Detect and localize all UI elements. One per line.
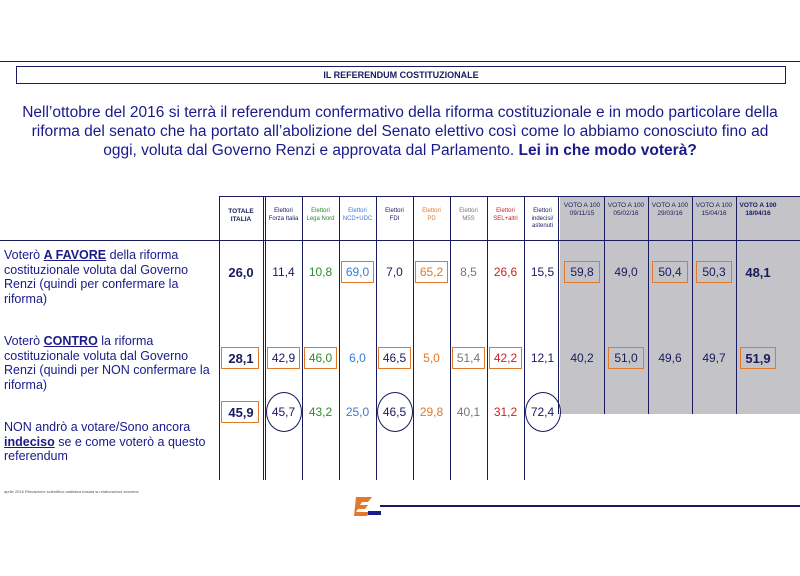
top-rule: [0, 61, 800, 62]
header-party: [376, 208, 413, 223]
header-party: [339, 208, 376, 223]
row-label: [4, 248, 214, 306]
header-voto-date: 15/04/16: [701, 210, 727, 217]
value-party: 29,8: [419, 405, 444, 419]
value-party: 43,2: [308, 405, 333, 419]
header-voto-date: 09/11/15: [569, 210, 595, 217]
highlight-box: [652, 261, 688, 283]
value-totale: 26,0: [228, 265, 254, 280]
header-voto-line1: VOTO A 100: [607, 202, 645, 209]
value-party: 51,4: [456, 351, 481, 365]
header-party-line2: PD: [427, 215, 436, 222]
header-party: [487, 208, 524, 223]
header-voto-date: 29/03/16: [657, 210, 683, 217]
row-rule: [219, 240, 800, 241]
header-voto-date: 18/04/16: [745, 210, 771, 217]
value-totale: 28,1: [228, 351, 254, 366]
question-text: [16, 103, 784, 160]
column-rule: [339, 196, 340, 480]
value-party: 15,5: [530, 265, 555, 279]
header-party-line1: Elettori: [311, 208, 330, 214]
highlight-box: [378, 347, 411, 369]
column-rule: [692, 196, 693, 414]
header-voto-date: 05/02/16: [613, 210, 639, 217]
header-party: [450, 208, 487, 223]
value-totale: 45,9: [228, 405, 254, 420]
value-party: 42,9: [271, 351, 296, 365]
header-voto: [648, 202, 692, 218]
row-rule: [0, 240, 219, 241]
column-rule: [736, 196, 737, 414]
value-party: 12,1: [530, 351, 555, 365]
value-voto: 51,9: [745, 351, 771, 366]
value-party: 10,8: [308, 265, 333, 279]
row-rule: [219, 196, 800, 197]
highlight-box: [221, 401, 259, 423]
bottom-rule: [380, 505, 800, 507]
value-voto: 49,7: [702, 351, 726, 365]
value-party: 25,0: [345, 405, 370, 419]
header-voto-line1: VOTO A 100: [563, 202, 601, 209]
value-voto: 50,3: [702, 265, 726, 279]
value-party: 46,0: [308, 351, 333, 365]
header-voto-line1: VOTO A 100: [651, 202, 689, 209]
value-party: 69,0: [345, 265, 370, 279]
header-voto: [736, 202, 780, 218]
value-party: 65,2: [419, 265, 444, 279]
row-label-prefix: NON andrò a votare/Sono ancora: [4, 420, 191, 434]
row-label-emphasis: CONTRO: [43, 334, 98, 348]
row-label: [4, 334, 214, 392]
row-label-prefix: Voterò: [4, 334, 44, 348]
header-party-line1: Elettori: [385, 208, 404, 214]
value-party: 5,0: [423, 351, 440, 365]
value-voto: 40,2: [570, 351, 594, 365]
header-party: [524, 208, 561, 231]
header-party-line1: Elettori: [533, 208, 552, 214]
column-rule: [265, 196, 266, 480]
question-bold: Lei in che modo voterà?: [518, 142, 697, 159]
header-voto-line1: VOTO A 100: [739, 202, 777, 209]
footnote: aprile 2016 Rilevazione scientifico-statistica basata su elaborazioni anonime: [4, 489, 139, 494]
value-voto: 49,6: [658, 351, 682, 365]
row-label-prefix: Voterò: [4, 248, 44, 262]
header-party-line2: Lega Nord: [306, 215, 335, 222]
header-party-line1: Elettori: [459, 208, 478, 214]
header-voto: [560, 202, 604, 218]
highlight-box: [696, 261, 732, 283]
column-rule: [648, 196, 649, 414]
section-title: IL REFERENDUM COSTITUZIONALE: [16, 66, 786, 84]
highlight-circle: [377, 392, 413, 432]
highlight-box: [740, 347, 776, 369]
highlight-box: [489, 347, 522, 369]
value-voto: 51,0: [614, 351, 638, 365]
row-label: [4, 420, 214, 464]
header-party-line2: indecisi/ astenuti: [531, 215, 554, 229]
header-totale: TOTALE ITALIA: [228, 208, 254, 223]
highlight-box: [415, 261, 448, 283]
value-party: 46,5: [382, 351, 407, 365]
highlight-circle: [525, 392, 561, 432]
value-party: 26,6: [493, 265, 518, 279]
header-voto: [692, 202, 736, 218]
header-party-line2: NCD+UDC: [342, 215, 373, 222]
highlight-box: [608, 347, 644, 369]
column-rule: [487, 196, 488, 480]
highlight-box: [341, 261, 374, 283]
highlight-box: [304, 347, 337, 369]
column-rule: [219, 196, 220, 480]
header-party: [265, 208, 302, 223]
row-label-suffix: la riforma costituzionale voluta dal Governo Renzi (quindi per NON confermare la riforma): [4, 334, 210, 392]
row-label-suffix: della riforma costituzionale voluta dal Governo Renzi (quindi per confermare la riforma): [4, 248, 189, 306]
value-party: 6,0: [349, 351, 366, 365]
column-rule: [263, 196, 264, 480]
header-party-line1: Elettori: [422, 208, 441, 214]
header-party-line2: FDI: [389, 215, 400, 222]
highlight-box: [452, 347, 485, 369]
row-label-emphasis: indeciso: [4, 434, 55, 449]
highlight-box: [267, 347, 300, 369]
header-party-line2: M5S: [462, 215, 475, 222]
brand-logo: [352, 495, 382, 517]
header-party-line2: Forza Italia: [268, 215, 299, 222]
row-label-suffix: se e come voterò a questo referendum: [4, 434, 206, 463]
column-rule: [302, 196, 303, 480]
column-rule: [450, 196, 451, 480]
highlight-box: [564, 261, 600, 283]
header-party-line1: Elettori: [348, 208, 367, 214]
row-label-emphasis: A FAVORE: [43, 248, 107, 262]
header-voto-line1: VOTO A 100: [695, 202, 733, 209]
value-voto: 49,0: [614, 265, 638, 279]
header-party: [413, 208, 450, 223]
voto-panel-background: [560, 196, 800, 414]
header-voto: [604, 202, 648, 218]
value-party: 45,7: [271, 405, 296, 419]
value-party: 42,2: [493, 351, 518, 365]
question-prefix: Nell’ottobre del 2016 si terrà il referendum confermativo della riforma costituzionale e in modo particolare della riforma del senato che ha portato all’abolizione del Senato elettivo così come lo abbiamo conosciuto fino ad oggi, voluta dal Governo Renzi e approvata dal Parlamento.: [22, 104, 778, 159]
value-party: 46,5: [382, 405, 407, 419]
value-party: 7,0: [386, 265, 403, 279]
value-party: 40,1: [456, 405, 481, 419]
header-party-line2: SEL+altri: [493, 215, 518, 222]
value-party: 72,4: [530, 405, 555, 419]
value-party: 11,4: [272, 265, 295, 279]
value-voto: 50,4: [658, 265, 682, 279]
header-party-line1: Elettori: [274, 208, 293, 214]
header-party: [302, 208, 339, 223]
header-party-line1: Elettori: [496, 208, 515, 214]
highlight-box: [221, 347, 259, 369]
column-rule: [604, 196, 605, 414]
column-rule: [524, 196, 525, 480]
value-party: 8,5: [460, 265, 477, 279]
column-rule: [376, 196, 377, 480]
value-party: 31,2: [493, 405, 518, 419]
value-voto: 48,1: [745, 265, 771, 280]
highlight-circle: [266, 392, 302, 432]
value-voto: 59,8: [570, 265, 594, 279]
column-rule: [413, 196, 414, 480]
